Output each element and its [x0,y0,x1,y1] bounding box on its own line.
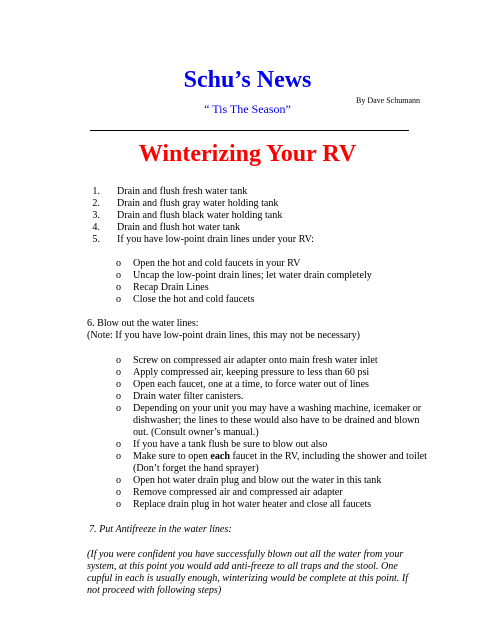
substep-text-continued: dishwasher; the lines to these would also have to be drained and blown [133,415,420,426]
bullet: o [116,294,122,305]
bullet: o [116,355,122,366]
bullet: o [116,439,122,450]
step-6-note: (Note: If you have low-point drain lines, this may not be necessary) [87,330,361,341]
substep-text: Replace drain plug in hot water heater and close all faucets [133,499,372,510]
paragraph-line: not proceed with following steps) [87,585,222,596]
article-title: Winterizing Your RV [138,141,357,167]
bullet: o [116,499,122,510]
bullet: o [116,379,122,390]
masthead-subtitle: “ Tis The Season” [204,102,291,116]
substep-text: Open hot water drain plug and blow out the water in this tank [133,475,382,486]
bullet: o [116,282,122,293]
bullet: o [116,367,122,378]
step-number: 5. [92,234,100,245]
substep-text-continued: (Don’t forget the hand sprayer) [133,463,259,474]
step-number: 4. [92,222,100,233]
substep-text: Open each faucet, one at a time, to force water out of lines [133,379,369,390]
bullet: o [116,270,122,281]
substep-text: Screw on compressed air adapter onto main fresh water inlet [133,355,378,366]
substep-text: Close the hot and cold faucets [133,294,255,305]
masthead-title: Schu’s News [183,67,312,93]
step-7-heading: 7. Put Antifreeze in the water lines: [89,524,232,535]
substep-text: Recap Drain Lines [133,282,209,293]
substep-text: If you have a tank flush be sure to blow out also [133,439,328,450]
substep-text-continued: out. (Consult owner’s manual.) [133,427,259,438]
bullet: o [116,451,122,462]
substep-text-part: Make sure to open [133,451,208,462]
substep-text: Depending on your unit you may have a washing machine, icemaker or [133,403,422,414]
paragraph-line: system, at this point you would add anti-freeze to all traps and the stool. One [87,561,398,572]
emphasis-each: each [210,451,230,462]
bullet: o [116,475,122,486]
substep-text: Open the hot and cold faucets in your RV [133,258,301,269]
step-text: Drain and flush fresh water tank [117,186,248,197]
step-number: 1. [92,186,100,197]
step-text: If you have low-point drain lines under your RV: [117,234,314,245]
step-text: Drain and flush hot water tank [117,222,241,233]
step-6-heading: 6. Blow out the water lines: [87,318,199,329]
paragraph-line: cupful in each is usually enough, winterizing would be complete at this point. If [87,573,409,584]
substep-text: Drain water filter canisters. [133,391,244,402]
step-text: Drain and flush gray water holding tank [117,198,279,209]
step-number: 3. [92,210,100,221]
byline: By Dave Schumann [356,96,420,105]
substep-text [133,451,427,463]
bullet: o [116,403,122,414]
substep-text: Remove compressed air and compressed air adapter [133,487,343,498]
bullet: o [116,258,122,269]
step-number: 2. [92,198,100,209]
substep-text: Apply compressed air, keeping pressure to less than 60 psi [133,367,370,378]
paragraph-line: (If you were confident you have successfully blown out all the water from your [87,549,404,560]
substep-text-part: faucet in the RV, including the shower and toilet [232,451,427,462]
divider [90,130,409,131]
substep-text: Uncap the low-point drain lines; let water drain completely [133,270,372,281]
bullet: o [116,391,122,402]
step-text: Drain and flush black water holding tank [117,210,283,221]
bullet: o [116,487,122,498]
